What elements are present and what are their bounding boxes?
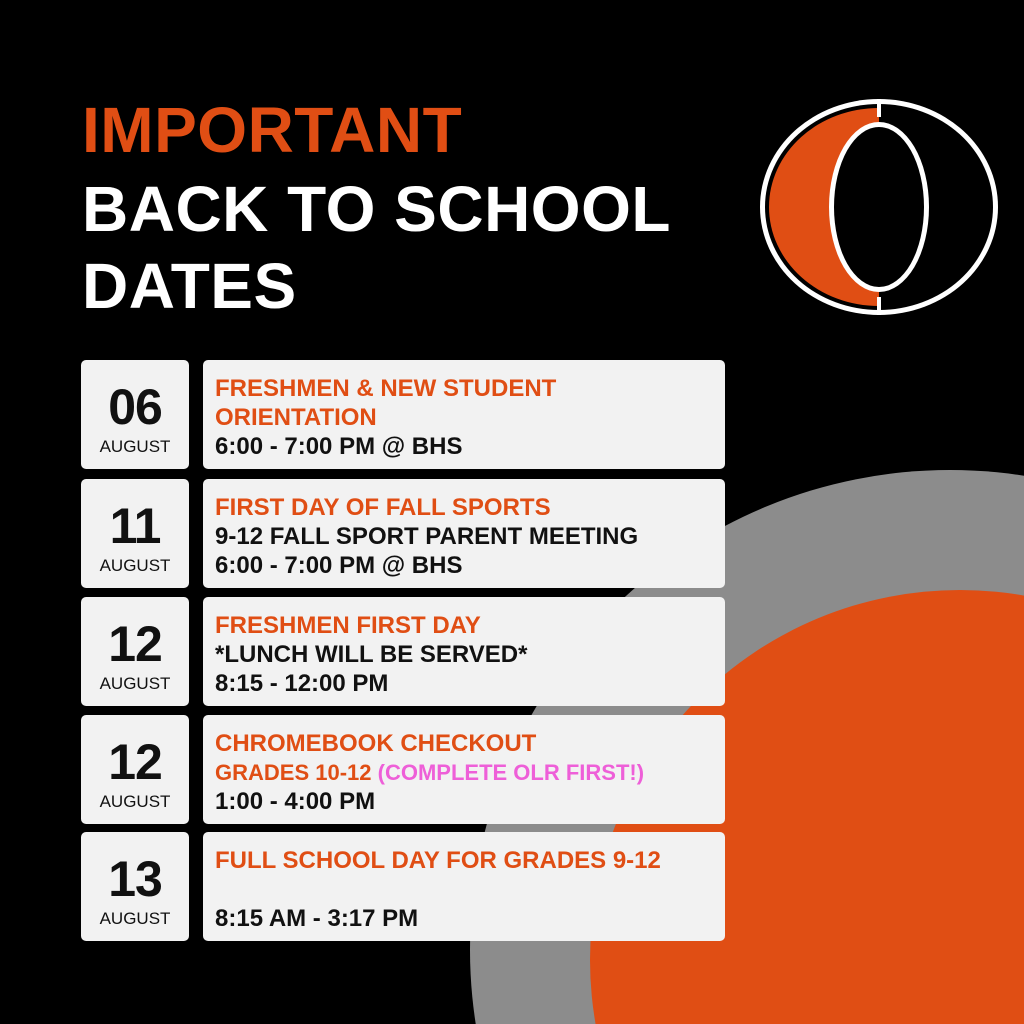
event-row <box>81 360 725 469</box>
event-subtitle: 9-12 FALL SPORT PARENT MEETING <box>215 523 639 550</box>
event-day: 12 <box>108 616 162 672</box>
event-time: 8:15 AM - 3:17 PM <box>215 905 419 932</box>
date-box <box>81 715 189 824</box>
event-title-continued: ORIENTATION <box>215 404 377 431</box>
event-day: 06 <box>108 379 162 435</box>
title-back-to-school: BACK TO SCHOOL <box>82 173 671 245</box>
event-month: AUGUST <box>99 437 171 456</box>
event-month: AUGUST <box>99 909 171 928</box>
event-title: CHROMEBOOK CHECKOUT <box>215 730 537 757</box>
event-note: (COMPLETE OLR FIRST!) <box>377 760 645 785</box>
event-month: AUGUST <box>99 674 171 693</box>
date-box <box>81 597 189 706</box>
event-title: FRESHMEN FIRST DAY <box>215 612 481 639</box>
event-title: FRESHMEN & NEW STUDENT <box>215 375 557 402</box>
date-box <box>81 479 189 588</box>
date-box <box>81 360 189 469</box>
event-time: 6:00 - 7:00 PM @ BHS <box>215 433 463 460</box>
event-details <box>203 479 725 588</box>
event-details <box>203 832 725 941</box>
event-details <box>203 715 725 824</box>
date-box <box>81 832 189 941</box>
event-grades: GRADES 10-12 <box>215 760 372 785</box>
event-row <box>81 597 725 706</box>
title-dates: DATES <box>82 250 297 322</box>
event-subtitle <box>215 758 713 787</box>
event-details <box>203 360 725 469</box>
event-details <box>203 597 725 706</box>
event-row <box>81 832 725 941</box>
event-time: 8:15 - 12:00 PM <box>215 670 389 697</box>
event-note: *LUNCH WILL BE SERVED* <box>215 641 528 668</box>
event-time: 6:00 - 7:00 PM @ BHS <box>215 552 463 579</box>
event-row <box>81 715 725 824</box>
event-day: 12 <box>108 734 162 790</box>
event-title: FIRST DAY OF FALL SPORTS <box>215 494 551 521</box>
event-month: AUGUST <box>99 556 171 575</box>
event-row <box>81 479 725 588</box>
o-letter-logo-icon <box>758 96 1000 318</box>
event-day: 13 <box>108 851 162 907</box>
title-important: IMPORTANT <box>82 94 463 166</box>
event-time: 1:00 - 4:00 PM <box>215 788 376 815</box>
event-title: FULL SCHOOL DAY FOR GRADES 9-12 <box>215 847 661 874</box>
event-day: 11 <box>109 498 161 554</box>
event-month: AUGUST <box>99 792 171 811</box>
